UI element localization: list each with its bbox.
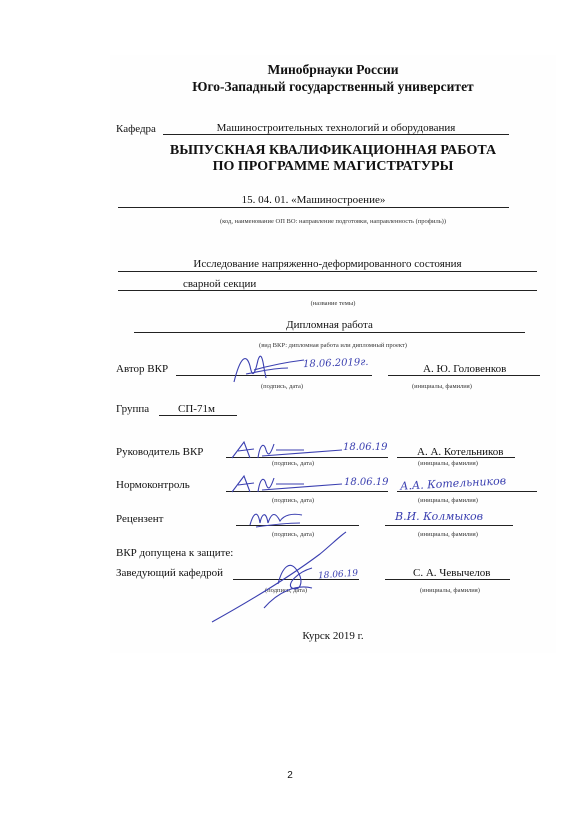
work-type-caption: (вид ВКР: дипломная работа или дипломный проект) (259, 342, 407, 349)
department-label: Кафедра (116, 123, 156, 135)
supervisor-sign-caption: (подпись, дата) (272, 460, 315, 467)
group-underline (159, 415, 237, 416)
author-label: Автор ВКР (116, 363, 169, 375)
university-heading: Юго-Западный государственный университет (192, 79, 474, 94)
head-name-line (385, 579, 510, 580)
normcontrol-handwritten-name: А.А. Котельников (399, 474, 507, 493)
city-year: Курск 2019 г. (302, 630, 364, 642)
program-caption: (код, наименование ОП ВО: направление подготовки, направленность (профиль)) (220, 218, 446, 225)
normcontrol-signature-icon (226, 470, 346, 498)
supervisor-signature-icon (226, 436, 346, 464)
head-handwritten-date: 18.06.19 (317, 568, 359, 582)
ministry-heading: Минобрнауки России (267, 62, 399, 77)
page-number: 2 (287, 770, 293, 781)
normcontrol-name-caption: (инициалы, фамилия) (418, 497, 478, 504)
head-name-caption: (инициалы, фамилия) (420, 587, 480, 594)
head-label: Заведующий кафедрой (116, 567, 223, 579)
reviewer-handwritten-name: В.И. Колмыков (395, 510, 483, 523)
supervisor-name-caption: (инициалы, фамилия) (418, 460, 478, 467)
topic-underline-1 (118, 271, 537, 272)
admission-label: ВКР допущена к защите: (116, 547, 234, 559)
author-signature-icon (228, 348, 308, 388)
normcontrol-handwritten-date: 18.06.19 (344, 477, 389, 488)
supervisor-handwritten-date: 18.06.19 (343, 442, 388, 453)
supervisor-name: А. А. Котельников (417, 446, 504, 458)
topic-underline-2 (118, 290, 537, 291)
department-underline (163, 134, 509, 135)
work-type-value: Дипломная работа (286, 319, 373, 331)
group-value: СП-71м (178, 403, 215, 415)
author-name: А. Ю. Головенков (423, 363, 507, 375)
author-name-line (388, 375, 540, 376)
head-sign-caption: (подпись, дата) (265, 587, 308, 594)
author-handwritten-date: 18.06.2019г. (302, 356, 369, 371)
reviewer-label: Рецензент (116, 513, 164, 525)
program-underline (118, 207, 509, 208)
author-name-caption: (инициалы, фамилия) (412, 383, 472, 390)
reviewer-sign-caption: (подпись, дата) (272, 531, 315, 538)
normcontrol-label: Нормоконтроль (116, 479, 190, 491)
group-label: Группа (116, 403, 150, 415)
head-signature-icon (208, 528, 358, 628)
supervisor-label: Руководитель ВКР (116, 446, 204, 458)
head-name: С. А. Чевычелов (413, 567, 491, 579)
work-title-line2: ПО ПРОГРАММЕ МАГИСТРАТУРЫ (212, 159, 454, 174)
work-title-line1: ВЫПУСКНАЯ КВАЛИФИКАЦИОННАЯ РАБОТА (169, 143, 497, 158)
topic-line1: Исследование напряженно-деформированного состояния (193, 258, 462, 270)
work-type-underline (134, 332, 525, 333)
reviewer-name-line (385, 525, 513, 526)
normcontrol-sign-caption: (подпись, дата) (272, 497, 315, 504)
topic-caption: (название темы) (310, 300, 356, 307)
department-value: Машиностроительных технологий и оборудования (216, 122, 456, 134)
program-value: 15. 04. 01. «Машиностроение» (241, 194, 386, 206)
reviewer-name-caption: (инициалы, фамилия) (418, 531, 478, 538)
author-sign-caption: (подпись, дата) (261, 383, 304, 390)
topic-line2: сварной секции (183, 278, 257, 290)
